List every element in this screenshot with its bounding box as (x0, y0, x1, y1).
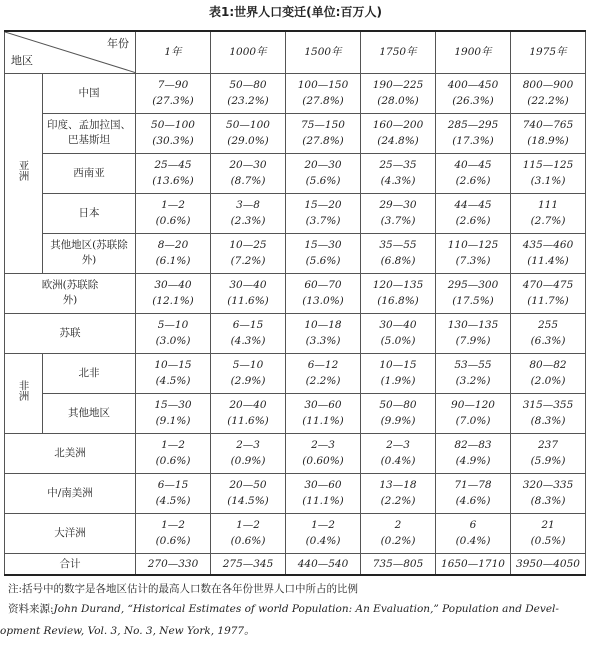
source-line-continued: opment Review, Vol. 3, No. 3, New York, 1977。 (0, 625, 255, 637)
data-cell (436, 313, 511, 353)
percent: (13.6%) (152, 175, 194, 187)
data-cell (211, 433, 286, 473)
percent: (29.0%) (227, 135, 269, 147)
corner-header-cell (5, 31, 136, 73)
data-cell (211, 273, 286, 313)
percent: (4.5%) (155, 375, 191, 387)
percent: (0.4%) (380, 455, 416, 467)
total-cell: 270—330 (136, 553, 211, 575)
percent: (11.1%) (302, 415, 344, 427)
data-cell (136, 113, 211, 153)
percent: (6.1%) (155, 255, 191, 267)
table-row (5, 353, 586, 393)
total-row (5, 553, 586, 575)
value: 15—30 (304, 239, 342, 251)
value: 29—30 (379, 199, 417, 211)
value: 5—10 (232, 359, 264, 371)
source-citation: John Durand, “Historical Estimates of world Population: An Evaluation,” Population and Devel- (53, 603, 559, 615)
data-cell (286, 273, 361, 313)
value: 35—55 (379, 239, 417, 251)
row-label: 大洋洲 (5, 513, 136, 553)
percent: (11.6%) (227, 415, 269, 427)
percent: (2.7%) (530, 215, 566, 227)
percent: (5.6%) (305, 175, 341, 187)
percent: (0.5%) (530, 535, 566, 547)
row-label: 北美洲 (5, 433, 136, 473)
data-cell (436, 393, 511, 433)
value: 30—60 (304, 399, 342, 411)
source-line (8, 602, 559, 616)
value: 30—60 (304, 479, 342, 491)
percent: (0.6%) (155, 215, 191, 227)
value: 20—30 (229, 159, 267, 171)
data-cell (361, 273, 436, 313)
data-cell (436, 273, 511, 313)
total-cell: 1650—1710 (436, 553, 511, 575)
percent: (0.6%) (155, 455, 191, 467)
data-cell (286, 113, 361, 153)
value: 71—78 (454, 479, 492, 491)
value: 120—135 (372, 279, 424, 291)
percent: (2.6%) (455, 215, 491, 227)
value: 50—80 (379, 399, 417, 411)
value: 6 (469, 519, 477, 531)
data-cell (286, 313, 361, 353)
percent: (0.6%) (230, 535, 266, 547)
footnote: 注:括号中的数字是各地区估计的最高人口数在各年份世界人口中所占的比例 (8, 583, 359, 595)
data-cell (136, 313, 211, 353)
value: 82—83 (454, 439, 492, 451)
data-cell (511, 473, 586, 513)
percent: (24.8%) (377, 135, 419, 147)
data-cell (136, 153, 211, 193)
percent: (9.9%) (380, 415, 416, 427)
percent: (18.9%) (527, 135, 569, 147)
value: 13—18 (379, 479, 417, 491)
data-cell (211, 353, 286, 393)
data-cell (211, 113, 286, 153)
table-row (5, 393, 586, 433)
data-cell (436, 513, 511, 553)
value: 53—55 (454, 359, 492, 371)
value: 10—15 (379, 359, 417, 371)
value: 60—70 (304, 279, 342, 291)
data-cell (136, 433, 211, 473)
year-header: 1000年 (211, 31, 286, 73)
value: 285—295 (447, 119, 499, 131)
percent: (0.9%) (230, 455, 266, 467)
percent: (2.0%) (530, 375, 566, 387)
value: 315—355 (522, 399, 574, 411)
data-cell (286, 353, 361, 393)
value: 8—20 (157, 239, 189, 251)
data-cell (211, 393, 286, 433)
value: 6—12 (307, 359, 339, 371)
value: 470—475 (522, 279, 574, 291)
value: 15—30 (154, 399, 192, 411)
value: 160—200 (372, 119, 424, 131)
value: 25—35 (379, 159, 417, 171)
percent: (12.1%) (152, 295, 194, 307)
row-label: 西南亚 (43, 153, 136, 193)
percent: (11.6%) (227, 295, 269, 307)
percent: (11.1%) (302, 495, 344, 507)
year-header: 1750年 (361, 31, 436, 73)
percent: (3.7%) (380, 215, 416, 227)
percent: (11.4%) (527, 255, 569, 267)
percent: (16.8%) (377, 295, 419, 307)
value: 800—900 (522, 79, 574, 91)
value: 6—15 (157, 479, 189, 491)
percent: (0.6%) (155, 535, 191, 547)
value: 30—40 (379, 319, 417, 331)
value: 5—10 (157, 319, 189, 331)
table-row (5, 473, 586, 513)
value: 2 (394, 519, 402, 531)
data-cell (436, 73, 511, 113)
row-label: 其他地区 (43, 393, 136, 433)
corner-year-label: 年份 (107, 37, 129, 50)
data-cell (436, 233, 511, 273)
value: 190—225 (372, 79, 424, 91)
value: 10—25 (229, 239, 267, 251)
value: 75—150 (301, 119, 345, 131)
percent: (3.3%) (305, 335, 341, 347)
value: 2—3 (386, 439, 410, 451)
value: 30—40 (154, 279, 192, 291)
percent: (8.3%) (530, 495, 566, 507)
data-cell (436, 153, 511, 193)
data-cell (361, 113, 436, 153)
data-cell (361, 473, 436, 513)
value: 2—3 (236, 439, 260, 451)
year-header: 1975年 (511, 31, 586, 73)
table-row (5, 513, 586, 553)
percent: (27.8%) (302, 135, 344, 147)
value: 50—100 (226, 119, 270, 131)
year-header: 1500年 (286, 31, 361, 73)
value: 10—15 (154, 359, 192, 371)
data-cell (136, 393, 211, 433)
data-cell (511, 513, 586, 553)
row-label: 日本 (43, 193, 136, 233)
table-title: 表1:世界人口变迁(单位:百万人) (209, 5, 382, 19)
data-cell (211, 233, 286, 273)
percent: (4.3%) (380, 175, 416, 187)
value: 10—18 (304, 319, 342, 331)
percent: (7.9%) (455, 335, 491, 347)
data-cell (511, 73, 586, 113)
data-cell (511, 313, 586, 353)
value: 1—2 (161, 199, 185, 211)
value: 20—50 (229, 479, 267, 491)
value: 40—45 (454, 159, 492, 171)
percent: (30.3%) (152, 135, 194, 147)
value: 90—120 (451, 399, 495, 411)
data-cell (511, 433, 586, 473)
data-cell (286, 513, 361, 553)
value: 25—45 (154, 159, 192, 171)
percent: (13.0%) (302, 295, 344, 307)
data-cell (136, 73, 211, 113)
percent: (0.4%) (305, 535, 341, 547)
source-prefix: 资料来源: (8, 603, 54, 615)
data-cell (211, 193, 286, 233)
data-cell (136, 513, 211, 553)
percent: (27.3%) (152, 95, 194, 107)
data-cell (136, 193, 211, 233)
row-label: 中/南美洲 (5, 473, 136, 513)
percent: (6.3%) (530, 335, 566, 347)
value: 1—2 (236, 519, 260, 531)
percent: (4.3%) (230, 335, 266, 347)
data-cell (436, 193, 511, 233)
percent: (26.3%) (452, 95, 494, 107)
data-cell (136, 353, 211, 393)
population-table (4, 30, 586, 576)
value: 50—80 (229, 79, 267, 91)
value: 80—82 (529, 359, 567, 371)
percent: (23.2%) (227, 95, 269, 107)
data-cell (511, 153, 586, 193)
row-label: 北非 (43, 353, 136, 393)
data-cell (436, 113, 511, 153)
total-cell: 440—540 (286, 553, 361, 575)
total-cell: 3950—4050 (511, 553, 586, 575)
data-cell (361, 513, 436, 553)
value: 111 (537, 199, 559, 211)
data-cell (511, 193, 586, 233)
value: 20—30 (304, 159, 342, 171)
data-cell (436, 473, 511, 513)
data-cell (286, 473, 361, 513)
value: 1—2 (311, 519, 335, 531)
data-cell (511, 113, 586, 153)
corner-region-label: 地区 (11, 53, 33, 67)
data-cell (286, 193, 361, 233)
value: 400—450 (447, 79, 499, 91)
percent: (2.2%) (380, 495, 416, 507)
value: 30—40 (229, 279, 267, 291)
percent: (8.7%) (230, 175, 266, 187)
data-cell (361, 73, 436, 113)
data-cell (286, 393, 361, 433)
value: 44—45 (454, 199, 492, 211)
value: 1—2 (161, 439, 185, 451)
value: 115—125 (522, 159, 574, 171)
percent: (4.5%) (155, 495, 191, 507)
percent: (1.9%) (380, 375, 416, 387)
data-cell (136, 233, 211, 273)
percent: (6.8%) (380, 255, 416, 267)
row-label: 印度、孟加拉国、巴基斯坦 (43, 113, 136, 153)
total-cell: 735—805 (361, 553, 436, 575)
group-label-text: 非洲 (17, 380, 30, 401)
value: 6—15 (232, 319, 264, 331)
year-header: 1年 (136, 31, 211, 73)
data-cell (361, 193, 436, 233)
data-cell (211, 73, 286, 113)
percent: (2.9%) (230, 375, 266, 387)
percent: (2.6%) (455, 175, 491, 187)
percent: (17.5%) (452, 295, 494, 307)
percent: (7.0%) (455, 415, 491, 427)
data-cell (211, 313, 286, 353)
table-row (5, 233, 586, 273)
percent: (3.7%) (305, 215, 341, 227)
data-cell (136, 473, 211, 513)
value: 1—2 (161, 519, 185, 531)
value: 255 (537, 319, 559, 331)
data-cell (286, 233, 361, 273)
percent: (7.2%) (230, 255, 266, 267)
percent: (4.9%) (455, 455, 491, 467)
value: 2—3 (311, 439, 335, 451)
value: 237 (537, 439, 559, 451)
value: 21 (541, 519, 555, 531)
row-label: 苏联 (5, 313, 136, 353)
row-label: 中国 (43, 73, 136, 113)
percent: (11.7%) (527, 295, 569, 307)
percent: (22.2%) (527, 95, 569, 107)
percent: (2.2%) (305, 375, 341, 387)
data-cell (211, 513, 286, 553)
table-row (5, 113, 586, 153)
table-row (5, 313, 586, 353)
total-label: 合计 (5, 553, 136, 575)
value: 20—40 (229, 399, 267, 411)
data-cell (211, 153, 286, 193)
data-cell (361, 233, 436, 273)
value: 100—150 (297, 79, 349, 91)
data-cell (361, 313, 436, 353)
value: 3—8 (236, 199, 260, 211)
percent: (5.6%) (305, 255, 341, 267)
data-cell (436, 353, 511, 393)
percent: (0.4%) (455, 535, 491, 547)
data-cell (361, 393, 436, 433)
row-label: 欧洲(苏联除外) (5, 273, 136, 313)
data-cell (361, 353, 436, 393)
data-cell (511, 273, 586, 313)
percent: (3.2%) (455, 375, 491, 387)
value: 295—300 (447, 279, 499, 291)
table-row (5, 273, 586, 313)
percent: (7.3%) (455, 255, 491, 267)
value: 15—20 (304, 199, 342, 211)
percent: (5.0%) (380, 335, 416, 347)
data-cell (436, 433, 511, 473)
total-cell: 275—345 (211, 553, 286, 575)
group-label-asia (5, 73, 43, 273)
percent: (4.6%) (455, 495, 491, 507)
data-cell (136, 273, 211, 313)
table-row (5, 73, 586, 113)
group-label-africa (5, 353, 43, 433)
value: 50—100 (151, 119, 195, 131)
percent: (3.0%) (155, 335, 191, 347)
value: 110—125 (447, 239, 499, 251)
data-cell (361, 153, 436, 193)
data-cell (511, 353, 586, 393)
percent: (0.2%) (380, 535, 416, 547)
value: 7—90 (157, 79, 189, 91)
percent: (14.5%) (227, 495, 269, 507)
data-cell (286, 433, 361, 473)
data-cell (211, 473, 286, 513)
table-row (5, 193, 586, 233)
value: 130—135 (447, 319, 499, 331)
data-cell (286, 73, 361, 113)
value: 740—765 (522, 119, 574, 131)
data-cell (511, 393, 586, 433)
percent: (5.9%) (530, 455, 566, 467)
data-cell (361, 433, 436, 473)
percent: (28.0%) (377, 95, 419, 107)
table-row (5, 433, 586, 473)
value: 435—460 (522, 239, 574, 251)
group-label-text: 亚洲 (17, 160, 30, 181)
table-row (5, 153, 586, 193)
value: 320—335 (522, 479, 574, 491)
percent: (9.1%) (155, 415, 191, 427)
year-header: 1900年 (436, 31, 511, 73)
row-label: 其他地区(苏联除外) (43, 233, 136, 273)
percent: (0.60%) (302, 455, 344, 467)
percent: (3.1%) (530, 175, 566, 187)
data-cell (286, 153, 361, 193)
percent: (27.8%) (302, 95, 344, 107)
data-cell (511, 233, 586, 273)
percent: (8.3%) (530, 415, 566, 427)
percent: (2.3%) (230, 215, 266, 227)
percent: (17.3%) (452, 135, 494, 147)
